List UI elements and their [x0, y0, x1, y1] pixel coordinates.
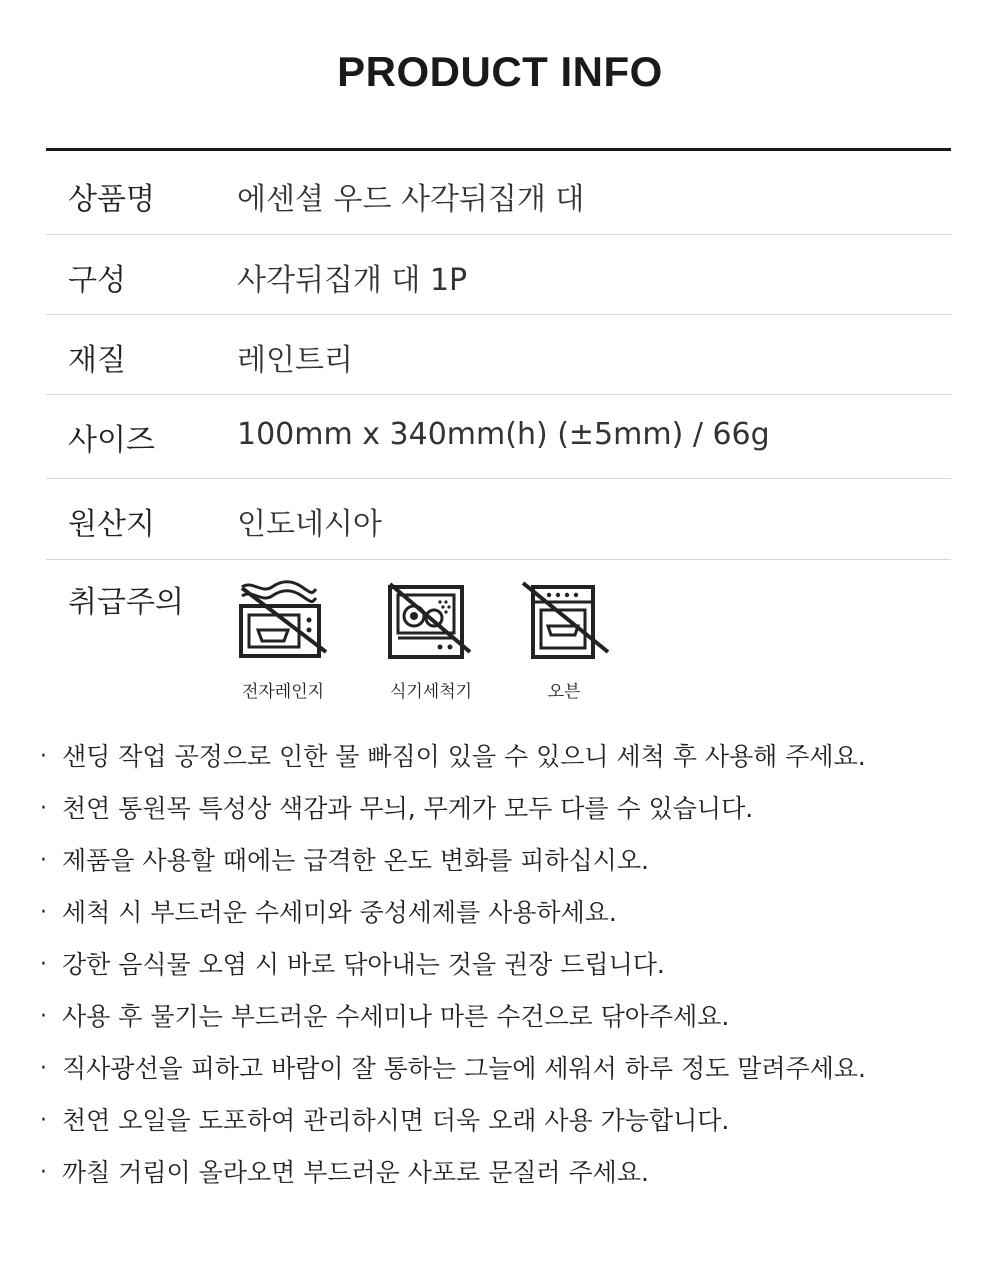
oven-label: 오븐: [547, 682, 581, 702]
care-note-text: 까칠 거림이 올라오면 부드러운 사포로 문질러 주세요.: [62, 1158, 649, 1187]
row-label: 상품명: [68, 182, 155, 217]
care-note: [40, 842, 960, 894]
dishwasher-label: 식기세척기: [389, 682, 473, 702]
dishwasher-prohibited-icon: [384, 580, 478, 662]
care-note: [40, 790, 960, 842]
bullet: ·: [40, 1004, 47, 1029]
bullet: ·: [40, 1108, 47, 1133]
row-value: 사각뒤집개 대 1P: [237, 263, 468, 298]
row-label: 원산지: [68, 507, 155, 542]
care-note-text: 사용 후 물기는 부드러운 수세미나 마른 수건으로 닦아주세요.: [62, 1002, 730, 1031]
page-title: PRODUCT INFO: [337, 48, 663, 95]
microwave-prohibited-icon: [236, 580, 330, 662]
row-value: 인도네시아: [237, 507, 382, 542]
row-value: 에센셜 우드 사각뒤집개 대: [237, 182, 585, 217]
row-value: 100mm x 340mm(h) (±5mm) / 66g: [237, 417, 770, 452]
care-note: [40, 1050, 960, 1102]
care-note-text: 세척 시 부드러운 수세미와 중성세제를 사용하세요.: [62, 898, 617, 927]
care-note: [40, 738, 960, 790]
care-note-text: 강한 음식물 오염 시 바로 닦아내는 것을 권장 드립니다.: [62, 950, 665, 979]
care-note-text: 샌딩 작업 공정으로 인한 물 빠짐이 있을 수 있으니 세척 후 사용해 주세요.: [62, 742, 866, 771]
care-note: [40, 894, 960, 946]
care-note-text: 천연 오일을 도포하여 관리하시면 더욱 오래 사용 가능합니다.: [62, 1106, 730, 1135]
info-row-product-name: [46, 152, 951, 235]
care-section: [46, 560, 951, 720]
care-notes-list: [40, 738, 960, 1206]
care-note-text: 천연 통원목 특성상 색감과 무늬, 무게가 모두 다를 수 있습니다.: [62, 794, 754, 823]
row-label: 구성: [68, 263, 126, 298]
care-note: [40, 1102, 960, 1154]
care-note: [40, 1154, 960, 1206]
info-row-composition: [46, 235, 951, 315]
microwave-label: 전자레인지: [241, 682, 325, 702]
info-row-origin: [46, 479, 951, 560]
oven-prohibited-icon: [522, 580, 616, 662]
title-rule: [46, 148, 951, 151]
bullet: ·: [40, 1160, 47, 1185]
bullet: ·: [40, 952, 47, 977]
info-row-material: [46, 315, 951, 395]
bullet: ·: [40, 744, 47, 769]
row-label: 재질: [68, 343, 126, 378]
bullet: ·: [40, 796, 47, 821]
bullet: ·: [40, 848, 47, 873]
care-note-text: 직사광선을 피하고 바람이 잘 통하는 그늘에 세워서 하루 정도 말려주세요.: [62, 1054, 866, 1083]
bullet: ·: [40, 900, 47, 925]
care-note-text: 제품을 사용할 때에는 급격한 온도 변화를 피하십시오.: [62, 846, 649, 875]
care-note: [40, 998, 960, 1050]
bullet: ·: [40, 1056, 47, 1081]
info-row-size: [46, 395, 951, 479]
row-label: 사이즈: [68, 423, 155, 458]
row-value: 레인트리: [237, 343, 353, 378]
care-label: 취급주의: [68, 585, 184, 620]
care-note: [40, 946, 960, 998]
